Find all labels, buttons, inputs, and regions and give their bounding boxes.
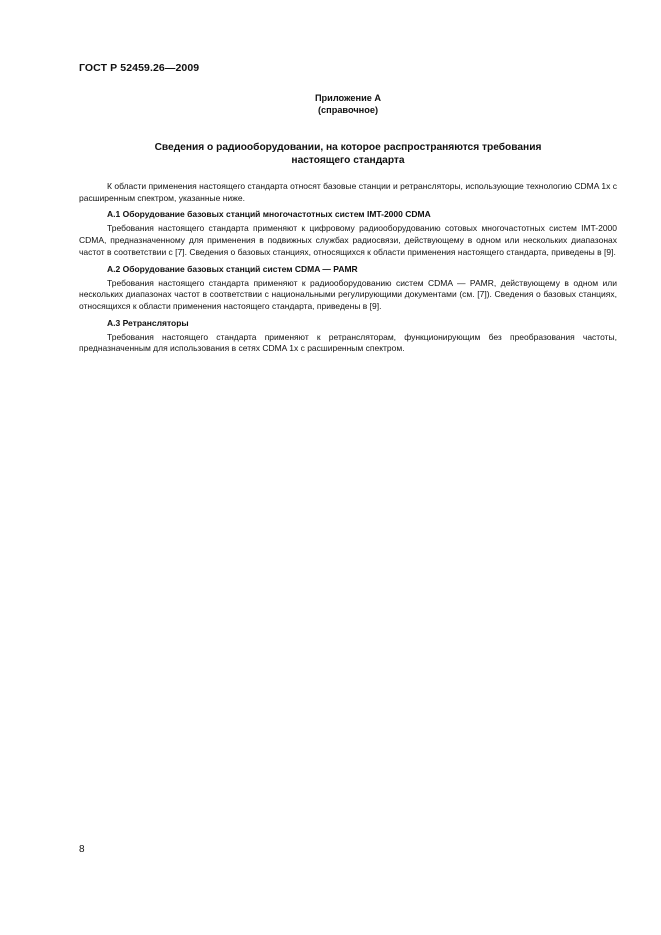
- intro-paragraph: К области применения настоящего стандарта относят базовые станции и ретрансляторы, использующие технологию CDMA 1x с расширенным спектром, указанные ниже.: [79, 181, 617, 203]
- section-a1-title: А.1 Оборудование базовых станций многочастотных систем IMT-2000 CDMA: [107, 209, 431, 220]
- annex-heading: [79, 93, 617, 116]
- title-line-1: Сведения о радиооборудовании, на которое распространяются требования: [154, 142, 542, 153]
- document-title: [79, 142, 617, 167]
- annex-type: (справочное): [317, 104, 378, 115]
- annex-title: Приложение А: [314, 93, 382, 103]
- standard-number: ГОСТ Р 52459.26—2009: [79, 62, 200, 74]
- section-a2-title: А.2 Оборудование базовых станций систем CDMA — PAMR: [107, 263, 358, 274]
- section-a1-text: Требования настоящего стандарта применяют к цифровому радиооборудованию сотовых многочастотных систем IMT-2000 CDMA, предназначенному для применения в подвижных службах радиосвязи, действующему в одном или нескольких диапазонах частот в соответствии с [7]. Сведения о базовых станциях, относящихся к области применения настоящего стандарта, приведены в [9].: [79, 223, 617, 257]
- section-a2-text: Требования настоящего стандарта применяют к радиооборудованию систем CDMA — PAMR, действующему в одном или нескольких диапазонах частот в соответствии с национальными регулирующими документами (см. [7]). Сведения о базовых станциях, относящихся к области применения настоящего стандарта, приведены в [9].: [79, 277, 617, 311]
- document-body: [79, 181, 617, 355]
- page-number: 8: [79, 844, 85, 855]
- section-a3-title: А.3 Ретрансляторы: [107, 317, 189, 328]
- section-a3-text: Требования настоящего стандарта применяют к ретрансляторам, функционирующим без преобразования частоты, предназначенным для использования в сетях CDMA 1x с расширенным спектром.: [79, 331, 617, 354]
- title-line-2: настоящего стандарта: [291, 154, 405, 166]
